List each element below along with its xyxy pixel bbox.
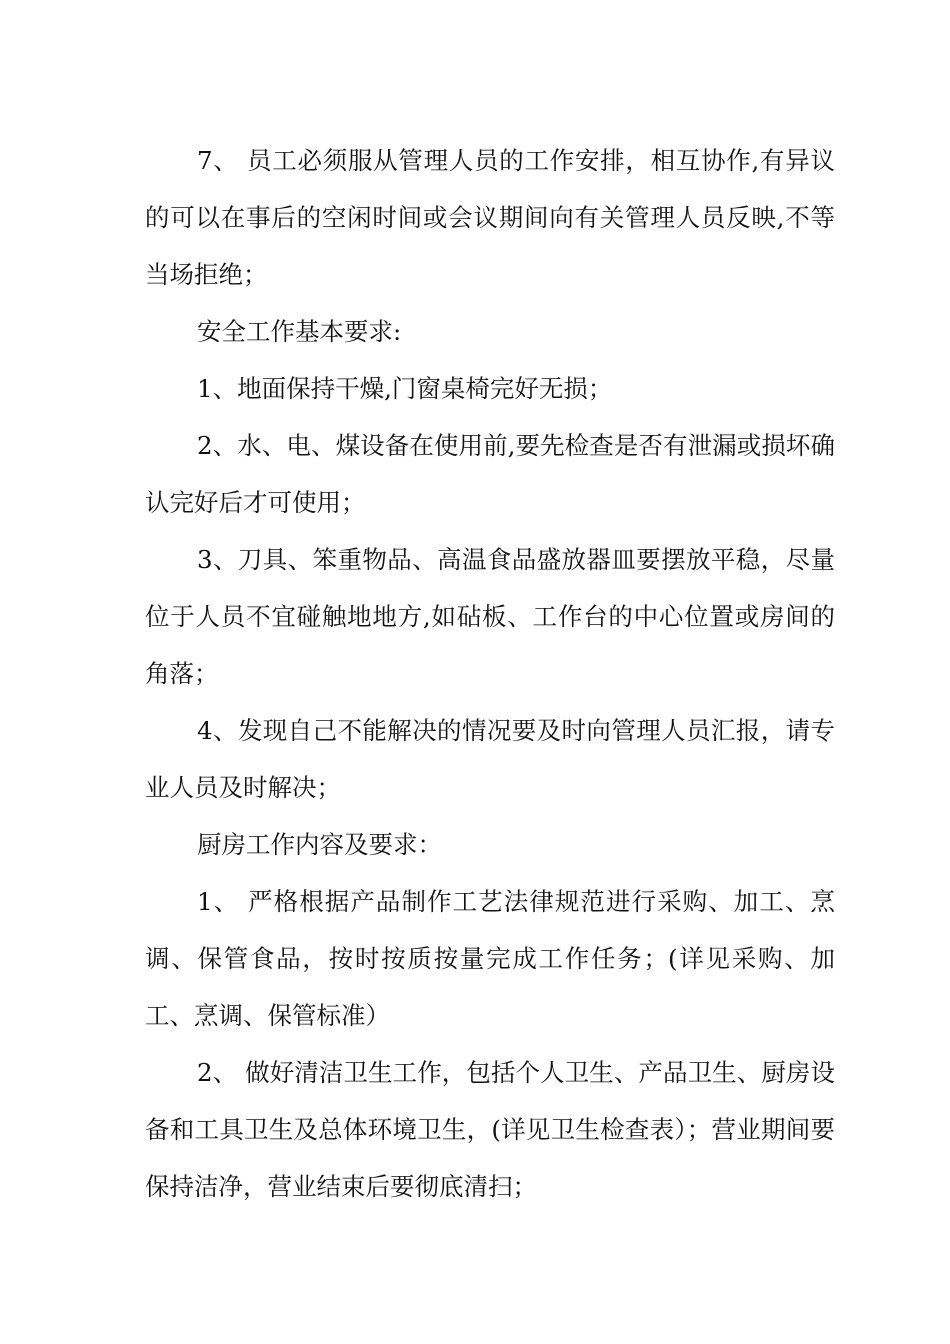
paragraph-safety-1: 1、地面保持干燥,门窗桌椅完好无损；	[197, 374, 613, 403]
paragraph-safety-2: 2、水、电、煤设备在使用前,要先检查是否有泄漏或损坏确认完好后才可使用；	[145, 431, 835, 517]
paragraph-safety-3: 3、刀具、笨重物品、高温食品盛放器皿要摆放平稳，尽量位于人员不宜碰触地地方,如砧板、工作台的中心位置或房间的角落；	[145, 545, 835, 688]
paragraph-safety-4: 4、发现自己不能解决的情况要及时向管理人员汇报，请专业人员及时解决；	[145, 716, 835, 802]
document-body	[145, 132, 835, 1215]
paragraph-kitchen-1: 1、 严格根据产品制作工艺法律规范进行采购、加工、烹调、保管食品，按时按质按量完成工作任务；(详见采购、加工、烹调、保管标准）	[145, 887, 835, 1030]
section-heading-kitchen: 厨房工作内容及要求：	[197, 830, 442, 859]
paragraph-kitchen-2: 2、 做好清洁卫生工作，包括个人卫生、产品卫生、厨房设备和工具卫生及总体环境卫生，(详见卫生检查表）；营业期间要保持洁净，营业结束后要彻底清扫；	[145, 1058, 835, 1201]
paragraph-item-7-cooperation: 7、 员工必须服从管理人员的工作安排，相互协作,有异议的可以在事后的空闲时间或会议期间向有关管理人员反映,不等当场拒绝；	[145, 146, 835, 289]
section-heading-safety: 安全工作基本要求:	[197, 317, 402, 346]
